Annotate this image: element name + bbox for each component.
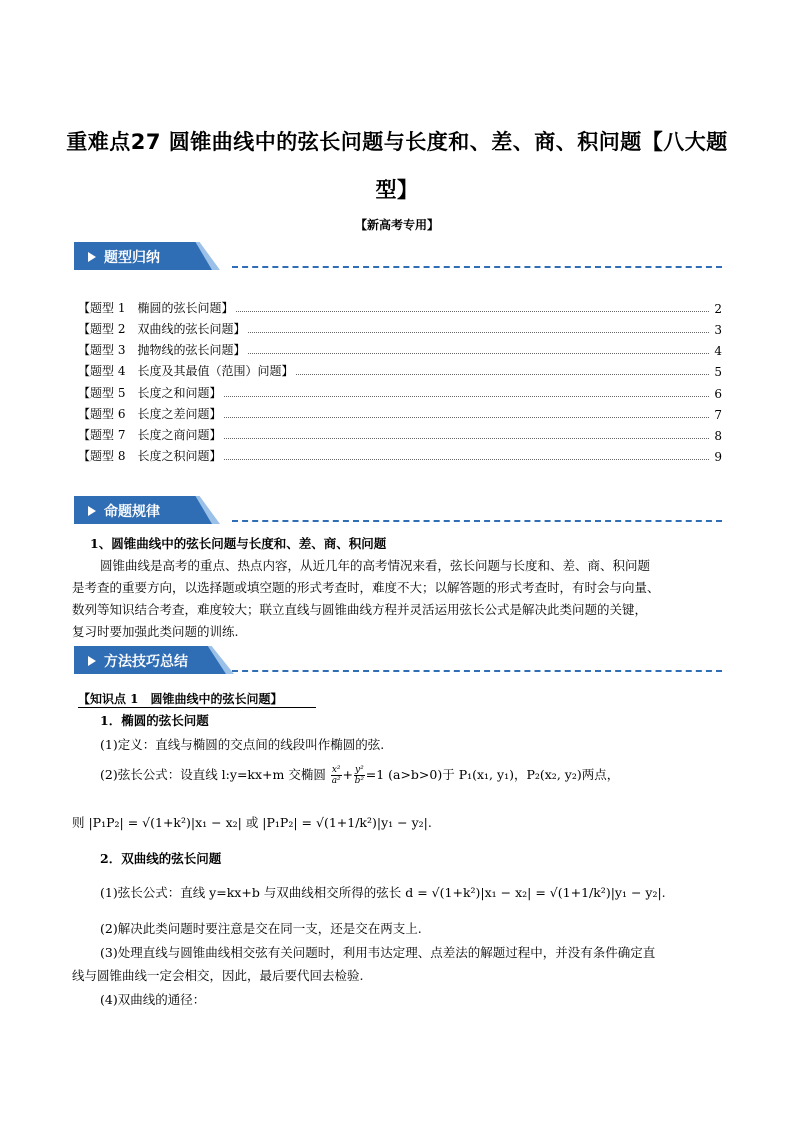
heading-underline — [78, 707, 316, 708]
toc-item[interactable]: 【题型 8 长度之积问题】 9 — [78, 449, 722, 464]
play-triangle-icon — [88, 656, 96, 666]
toc-item[interactable]: 【题型 1 椭圆的弦长问题】 2 — [78, 301, 722, 316]
note: (4)双曲线的通径： — [100, 992, 206, 1007]
dashed-divider — [232, 670, 722, 672]
banner-label: 题型归纳 — [104, 250, 160, 266]
dashed-divider — [232, 266, 722, 268]
dashed-divider — [232, 520, 722, 522]
formula-result: 则 |P₁P₂| = √(1+k²)|x₁ − x₂| 或 |P₁P₂| = √(1+1/k²)|y₁ − y₂|. — [72, 815, 432, 830]
banner-label: 方法技巧总结 — [104, 654, 188, 670]
note: (3)处理直线与圆锥曲线相交弦有关问题时，利用韦达定理、点差法的解题过程中，并没有条件确定直 — [100, 945, 656, 960]
note: (2)解决此类问题时要注意是交在同一支，还是交在两支上. — [100, 921, 422, 936]
title-line-1: 重难点27 圆锥曲线中的弦长问题与长度和、差、商、积问题【八大题 — [66, 130, 728, 154]
definition: (1)定义：直线与椭圆的交点间的线段叫作椭圆的弦. — [100, 737, 385, 752]
play-triangle-icon — [88, 252, 96, 262]
subtitle: 【新高考专用】 — [354, 218, 439, 232]
section-title: 2．双曲线的弦长问题 — [100, 851, 222, 866]
page-title — [62, 118, 732, 214]
banner-method-summary — [74, 646, 224, 674]
toc-item[interactable]: 【题型 2 双曲线的弦长问题】 3 — [78, 322, 722, 337]
fraction-x: $\frac{\text{x²}}{\text{a²}}$ — [331, 765, 341, 786]
rule-line: 圆锥曲线是高考的重点、热点内容，从近几年的高考情况来看，弦长问题与长度和、差、商、积问题 — [100, 558, 651, 573]
toc-item[interactable]: 【题型 4 长度及其最值（范围）问题】 5 — [78, 364, 722, 379]
rule-line: 数列等知识结合考查，难度较大；联立直线与圆锥曲线方程并灵活运用弦长公式是解决此类问题的关键， — [72, 602, 648, 617]
note: 线与圆锥曲线一定会相交，因此，最后要代回去检验. — [72, 968, 364, 983]
banner-exam-rules — [74, 496, 224, 524]
title-line-2: 型】 — [375, 178, 419, 202]
toc-item[interactable]: 【题型 6 长度之差问题】 7 — [78, 407, 722, 422]
section-title: 1．椭圆的弦长问题 — [100, 713, 209, 728]
rule-line: 是考查的重要方向，以选择题或填空题的形式考查时，难度不大；以解答题的形式考查时，有时会与向量、 — [72, 580, 660, 595]
toc-item[interactable]: 【题型 5 长度之和问题】 6 — [78, 386, 722, 401]
toc-item[interactable]: 【题型 7 长度之商问题】 8 — [78, 428, 722, 443]
knowledge-point-heading: 【知识点 1 圆锥曲线中的弦长问题】 — [78, 692, 283, 706]
banner-question-types — [74, 242, 224, 270]
formula-line: (2)弦长公式：设直线 l:y=kx+m 交椭圆 $\frac{\text{x²}}{\text{a²}}$ + $\frac{\text{y²}}{\text{b²}}$ =1 (a>b>0)于 P₁(x₁, y₁)，P₂(x₂, y₂)两点， — [100, 765, 620, 786]
rule-heading: 1、圆锥曲线中的弦长问题与长度和、差、商、积问题 — [90, 536, 387, 551]
play-triangle-icon — [88, 506, 96, 516]
rule-line: 复习时要加强此类问题的训练. — [72, 624, 239, 639]
banner-label: 命题规律 — [104, 504, 160, 520]
formula-line: (1)弦长公式：直线 y=kx+b 与双曲线相交所得的弦长 d = √(1+k²)|x₁ − x₂| = √(1+1/k²)|y₁ − y₂|. — [100, 885, 666, 900]
toc-item[interactable]: 【题型 3 抛物线的弦长问题】 4 — [78, 343, 722, 358]
fraction-y: $\frac{\text{y²}}{\text{b²}}$ — [354, 765, 365, 786]
